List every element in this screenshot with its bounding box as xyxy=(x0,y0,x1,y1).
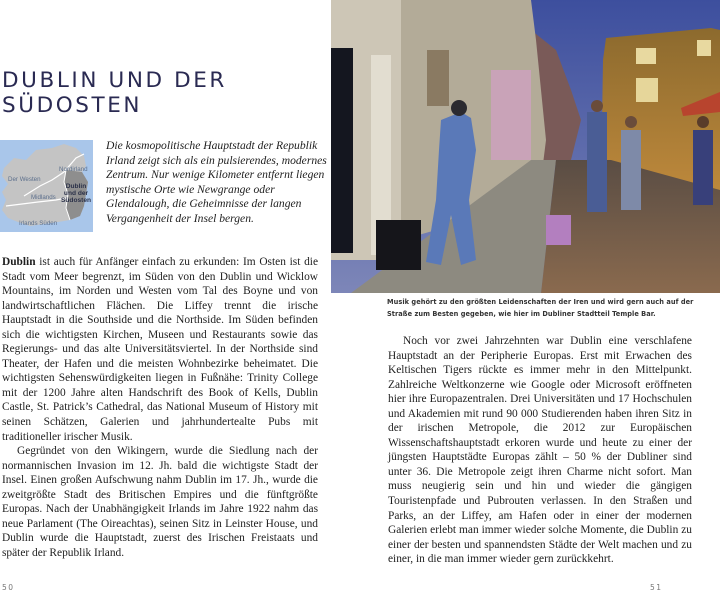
left-body-text xyxy=(2,255,318,560)
map-label-south: Irlands Süden xyxy=(19,220,58,227)
paragraph-1-text: ist auch für Anfänger einfach zu erkunden: Im Osten ist die Stadt vom Meer begrenzt, im Süden von den Dublin und Wicklow Mountains, im Norden und Westen vom Tal des Boyne und von landwirtschaftlichen Flächen. Die Liffey trennt die irische Hauptstadt in die Southside und die Northside. Im Süden befinden sich die wichtigsten Kirchen, Museen und Restaurants sowie das Regierungs- und das alte Universitätsviertel. In der Northside sind Theater, der Hafen und die meisten Wohnbezirke beheimatet. Die wichtigsten Sehenswürdigkeiten liegen in Fußnähe: Trinity College mit der 1200 Jahre alten Handschrift des Book of Kells, Dublin Castle, St. Patrick’s Cathedral, das National Museum of History mit seinen Schätzen, Galerien und jahrhundertealte Pubs mit traditioneller irischer Musik. xyxy=(2,256,318,443)
map-label-midlands: Midlands xyxy=(31,194,56,201)
body-paragraph-1 xyxy=(2,255,318,444)
body-paragraph-2: Gegründet von den Wikingern, wurde die Siedlung nach der normannischen Invasion im 12. Jh. bald die wichtigste Stadt der Insel. Einen großen Aufschwung nahm Dublin im 17. Jh., wurde die zweitgrößte Stadt des Britischen Empires und die fünftgrößte Europas. Nach der Unabhängigkeit Irlands im Jahre 1922 nahm das neue Parlament (The Oireachtas), seinen Sitz in Leinster House, und Dublin wurde die Hauptstadt, zuerst des Irischen Freistaats und später der Republik Irland. xyxy=(2,445,318,559)
lead-word: Dublin xyxy=(2,256,36,268)
chapter-title-line-2: SÜDOSTEN xyxy=(2,93,143,118)
map-label-north: Nordirland xyxy=(59,166,88,173)
photo-caption: Musik gehört zu den größten Leidenschaften der Iren und wird gern auch auf der Straße zum Besten gegeben, wie hier im Dubliner Stadtteil Temple Bar. xyxy=(387,298,694,318)
right-body-text xyxy=(388,334,692,567)
chapter-title-line-1: DUBLIN UND DER xyxy=(2,68,227,93)
page-number-right: 51 xyxy=(650,583,663,592)
chapter-intro xyxy=(106,139,328,227)
map-label-highlight: Dublin und der Südosten xyxy=(61,183,92,204)
body-paragraph-3: Noch vor zwei Jahrzehnten war Dublin eine verschlafene Hauptstadt an der Peripherie Europas. Erst mit Erwachen des Keltischen Tigers rückte es immer mehr in den Mittelpunkt. Zahlreiche Weltkonzerne wie Google oder Microsoft eröffneten hier ihre Europazentralen. Drei Universitäten und 17 Hochschulen und Akademien mit rund 90 000 Studierenden haben ihren Sitz in der irischen Metropole, die 2012 zur Europäischen Wissenschaftshauptstadt erkoren wurde und heute zu einer der jüngsten Hauptstädte Europas zählt – 50 % der Dubliner sind unter 36. Die Metropole zeigt ihren Charme nicht sofort. Man muss neugierig sein und hin und wieder die gängigen Touristenpfade und Pubrouten verlassen. In den Straßen und Parks, an der Liffey, am Hafen oder in einer der modernen Galerien erlebt man immer wieder solche Momente, die Dublin zu einer der besten und spannendsten Städte der Welt machen und zu einer, in die man immer wieder gern zurückkehrt. xyxy=(388,335,692,566)
map-label-west: Der Westen xyxy=(8,176,41,183)
locator-map xyxy=(0,140,93,232)
left-page xyxy=(0,0,330,593)
street-scene-image xyxy=(331,0,720,293)
chapter-title xyxy=(2,68,322,118)
temple-bar-photo xyxy=(331,0,720,293)
page-number-left: 50 xyxy=(2,583,15,592)
intro-text: Die kosmopolitische Hauptstadt der Republik Irland zeigt sich als ein pulsierendes, modernes Zentrum. Nur wenige Kilometer entfernt liegen mystische Orte wie Newgrange oder Glendalough, die Geheimnisse der langen Vergangenheit der Insel bergen. xyxy=(106,139,327,225)
